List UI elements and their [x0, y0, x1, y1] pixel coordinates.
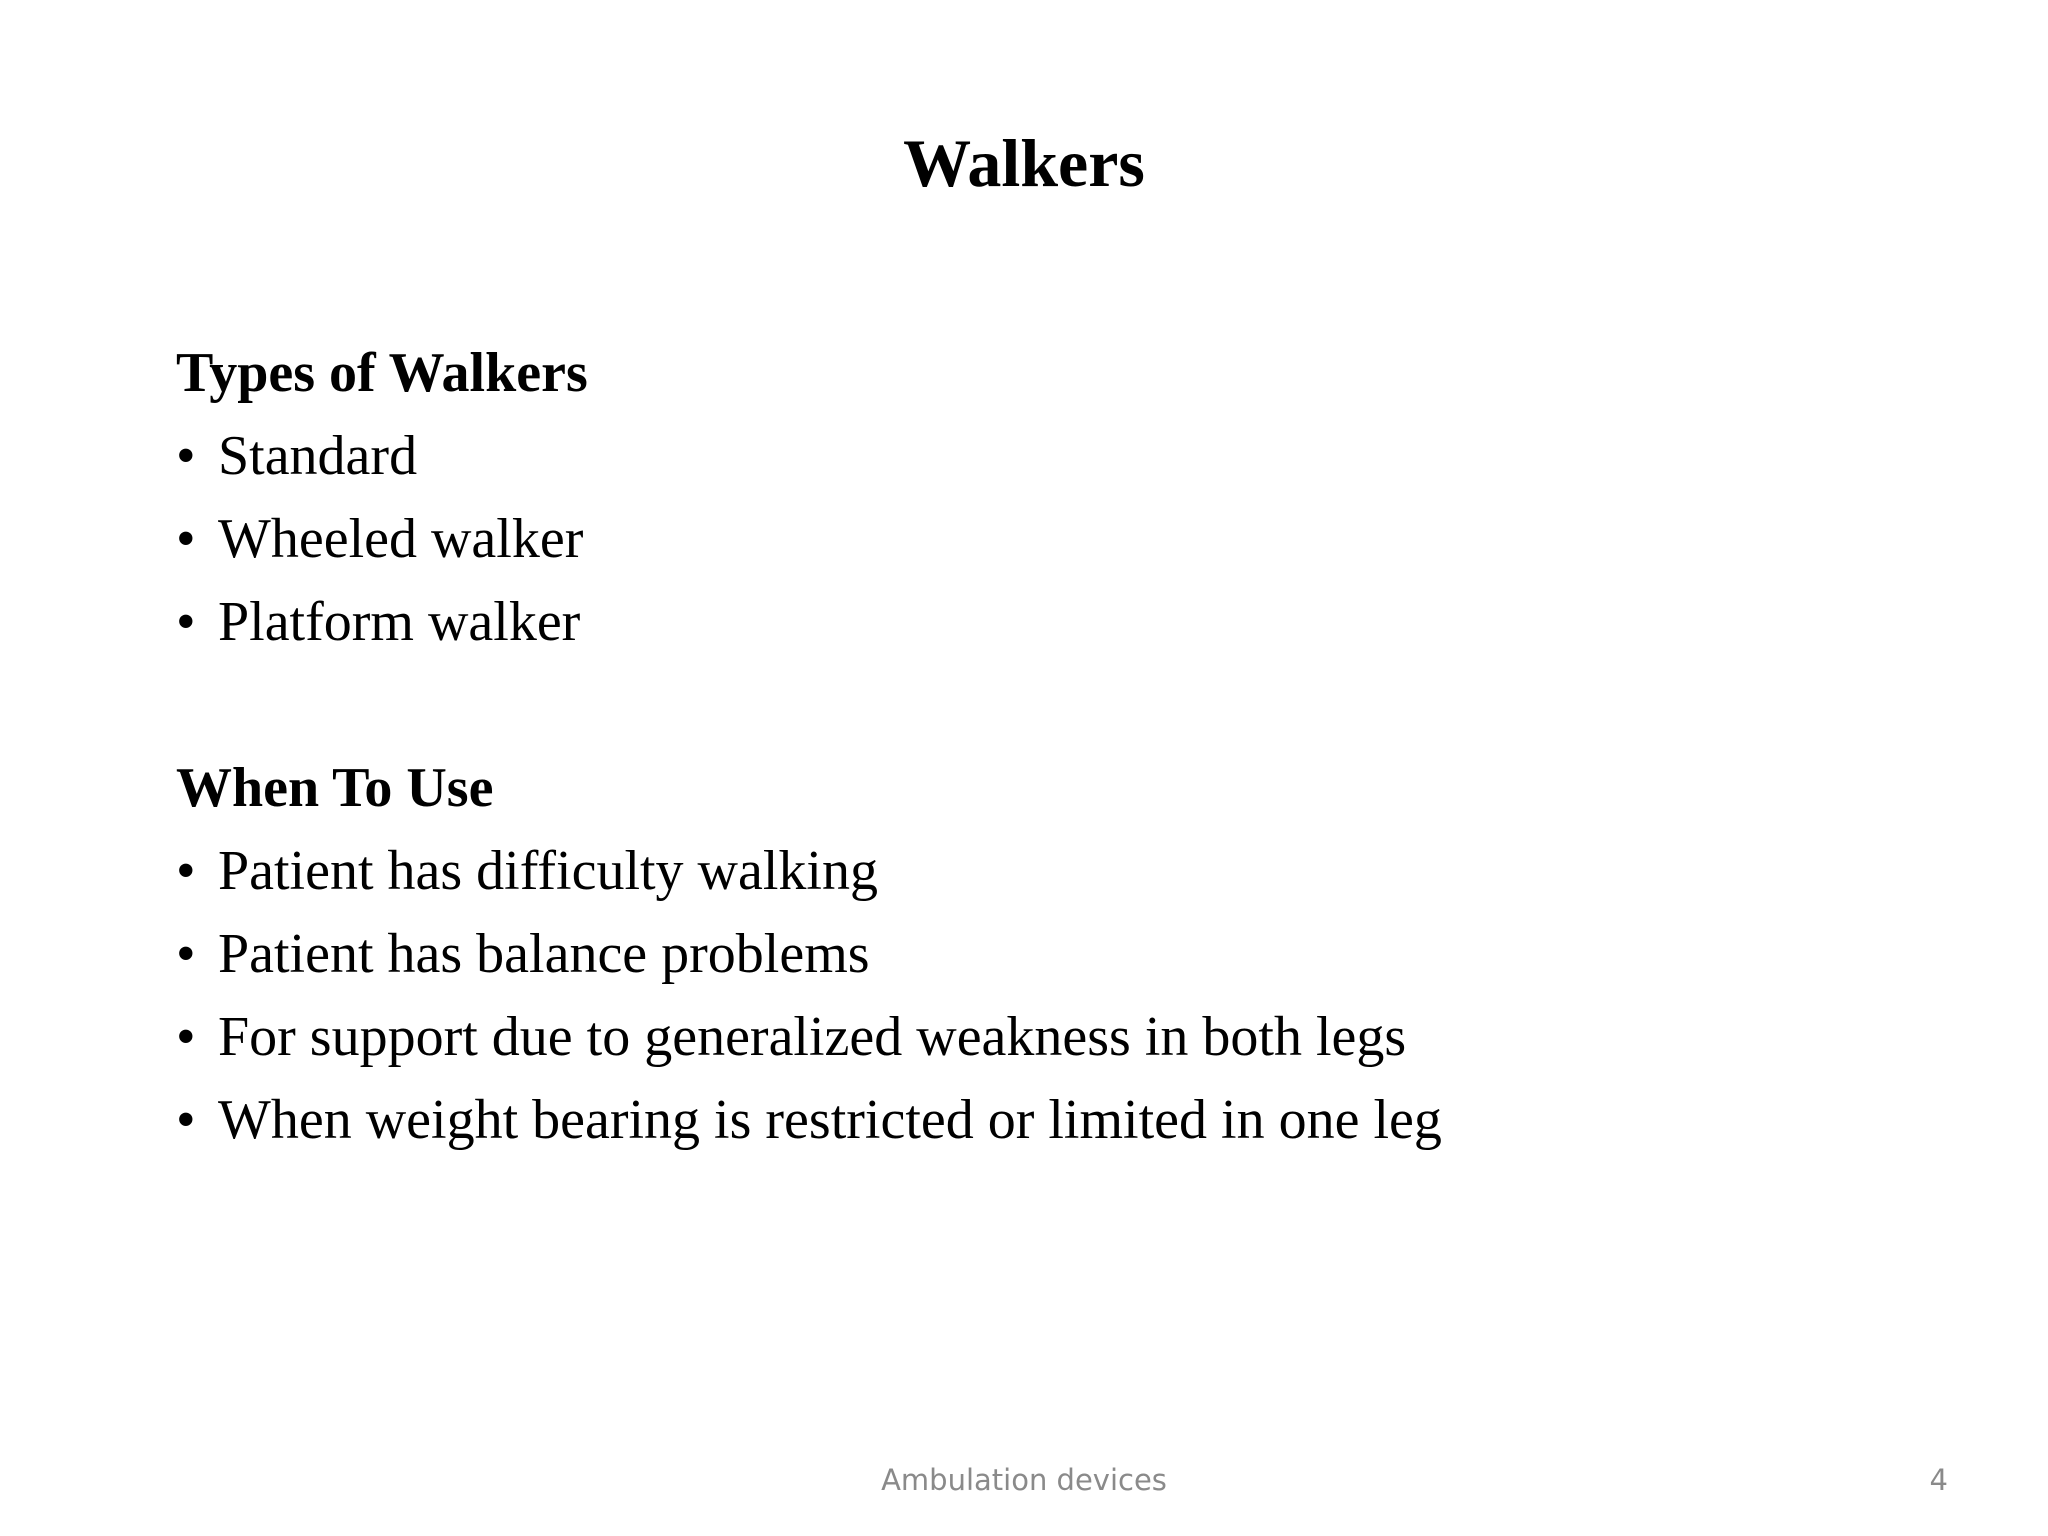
bullet-list	[176, 415, 1956, 664]
bullet-icon: •	[176, 425, 196, 487]
list-item-text: When weight bearing is restricted or limited in one leg	[218, 1089, 1442, 1151]
section-types-of-walkers	[176, 332, 1956, 664]
section-heading: Types of Walkers	[176, 342, 588, 404]
slide-content	[176, 332, 1956, 1162]
list-item	[176, 996, 1956, 1079]
list-item	[176, 913, 1956, 996]
list-item-text: Patient has difficulty walking	[218, 840, 878, 902]
list-item-text: For support due to generalized weakness in both legs	[218, 1006, 1407, 1068]
list-item	[176, 581, 1956, 664]
bullet-icon: •	[176, 923, 196, 985]
bullet-icon: •	[176, 1006, 196, 1068]
list-item-text: Wheeled walker	[218, 508, 584, 570]
slide-title: Walkers	[903, 125, 1145, 201]
bullet-icon: •	[176, 1089, 196, 1151]
list-item-text: Standard	[218, 425, 418, 487]
list-item	[176, 1079, 1956, 1162]
section-when-to-use	[176, 747, 1956, 1162]
list-item	[176, 498, 1956, 581]
bullet-icon: •	[176, 591, 196, 653]
page-number: 4	[1929, 1463, 1948, 1497]
bullet-icon: •	[176, 508, 196, 570]
list-item	[176, 415, 1956, 498]
bullet-icon: •	[176, 840, 196, 902]
slide-footer: Ambulation devices	[881, 1463, 1167, 1497]
list-item	[176, 830, 1956, 913]
bullet-list	[176, 830, 1956, 1162]
section-heading: When To Use	[176, 757, 494, 819]
list-item-text: Patient has balance problems	[218, 923, 870, 985]
list-item-text: Platform walker	[218, 591, 581, 653]
section-spacer	[176, 664, 1956, 747]
